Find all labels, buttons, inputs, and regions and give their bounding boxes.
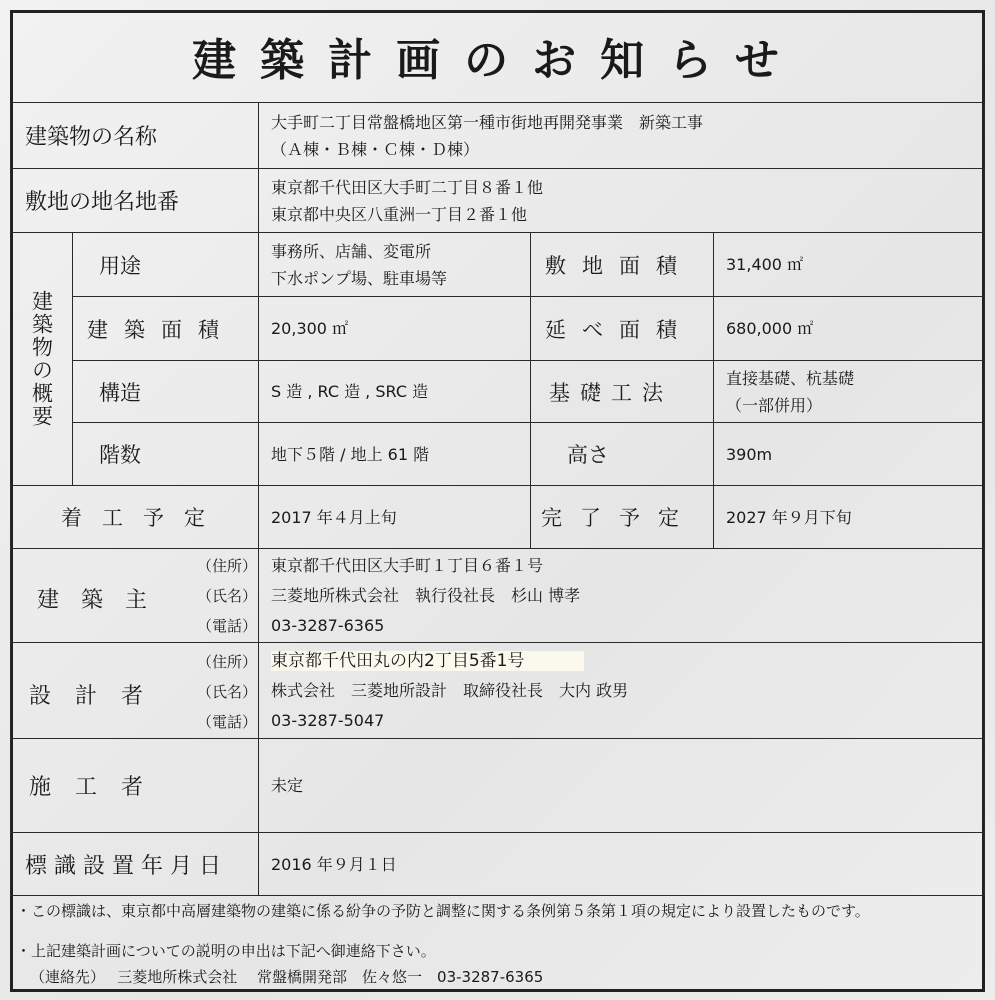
designer-label-cell [10,642,259,739]
designer-phone: 03-3287-5047 [271,710,385,730]
site-area-value: 31,400 ㎡ [713,232,985,297]
owner-label: 建築主 [37,588,170,613]
posted-label: 標識設置年月日 [10,832,259,896]
finish-label: 完了予定 [530,485,714,549]
owner-phone: 03-3287-6365 [271,615,385,635]
owner-name: 三菱地所株式会社 執行役社長 杉山 博孝 [271,585,581,605]
name-label: 建築物の名称 [10,102,259,169]
use-label: 用途 [72,232,259,297]
height-value: 390m [713,422,985,486]
phone-sublabel: （電話） [197,617,258,635]
site-label: 敷地の地名地番 [10,168,259,233]
name-sublabel: （氏名） [197,683,258,701]
posted-value: 2016 年９月１日 [258,832,985,896]
site-line2: 東京都中央区八重洲一丁目２番１他 [271,204,528,224]
site-value [258,168,985,233]
address-sublabel: （住所） [197,653,258,671]
floors-label: 階数 [72,422,259,486]
designer-value [258,642,985,739]
start-label: 着工予定 [10,485,259,549]
foundation-label: 基礎工法 [530,360,714,423]
designer-name: 株式会社 三菱地所設計 取締役社長 大内 政男 [271,680,629,700]
building-area-value: 20,300 ㎡ [258,296,531,361]
sign-title: 建築計画のお知らせ [192,35,803,86]
start-value: 2017 年４月上旬 [258,485,531,549]
building-area-label: 建築面積 [72,296,259,361]
floors-value: 地下５階 / 地上 61 階 [258,422,531,486]
owner-label-cell [10,548,259,643]
name-line2: （Ａ棟・Ｂ棟・Ｃ棟・Ｄ棟） [271,139,480,159]
foundation-line1: 直接基礎、杭基礎 [726,368,855,388]
use-value [258,232,531,297]
contractor-label: 施工者 [10,738,259,833]
floor-area-label: 延べ面積 [530,296,714,361]
phone-sublabel: （電話） [197,713,258,731]
site-line1: 東京都千代田区大手町二丁目８番１他 [271,177,544,197]
owner-address: 東京都千代田区大手町１丁目６番１号 [271,555,544,575]
address-sublabel: （住所） [197,557,258,575]
foundation-value [713,360,985,423]
finish-value: 2027 年９月下旬 [713,485,985,549]
structure-value: S 造 , RC 造 , SRC 造 [258,360,531,423]
overview-label: 建築物の概要 [10,232,73,486]
use-line1: 事務所、店舗、変電所 [271,241,432,261]
owner-value [258,548,985,643]
use-line2: 下水ポンプ場、駐車場等 [271,268,448,288]
name-value [258,102,985,169]
site-area-label: 敷地面積 [530,232,714,297]
name-sublabel: （氏名） [197,587,258,605]
floor-area-value: 680,000 ㎡ [713,296,985,361]
designer-label: 設計者 [29,684,168,709]
name-line1: 大手町二丁目常盤橋地区第一種市街地再開発事業 新築工事 [271,112,704,132]
contractor-value: 未定 [258,738,985,833]
note-ordinance: ・この標識は、東京都中高層建築物の建築に係る紛争の予防と調整に関する条例第５条第１項の規定により設置したものです。 [16,902,870,920]
note-contact: （連絡先） 三菱地所株式会社 常盤橋開発部 佐々悠一 03-3287-6365 [30,968,544,986]
height-label: 高さ [530,422,714,486]
note-contact-request: ・上記建築計画についての説明の申出は下記へ御連絡下さい。 [16,942,436,960]
foundation-line2: （一部併用） [726,395,823,415]
designer-address: 東京都千代田丸の内2丁目5番1号 [271,651,584,671]
structure-label: 構造 [72,360,259,423]
